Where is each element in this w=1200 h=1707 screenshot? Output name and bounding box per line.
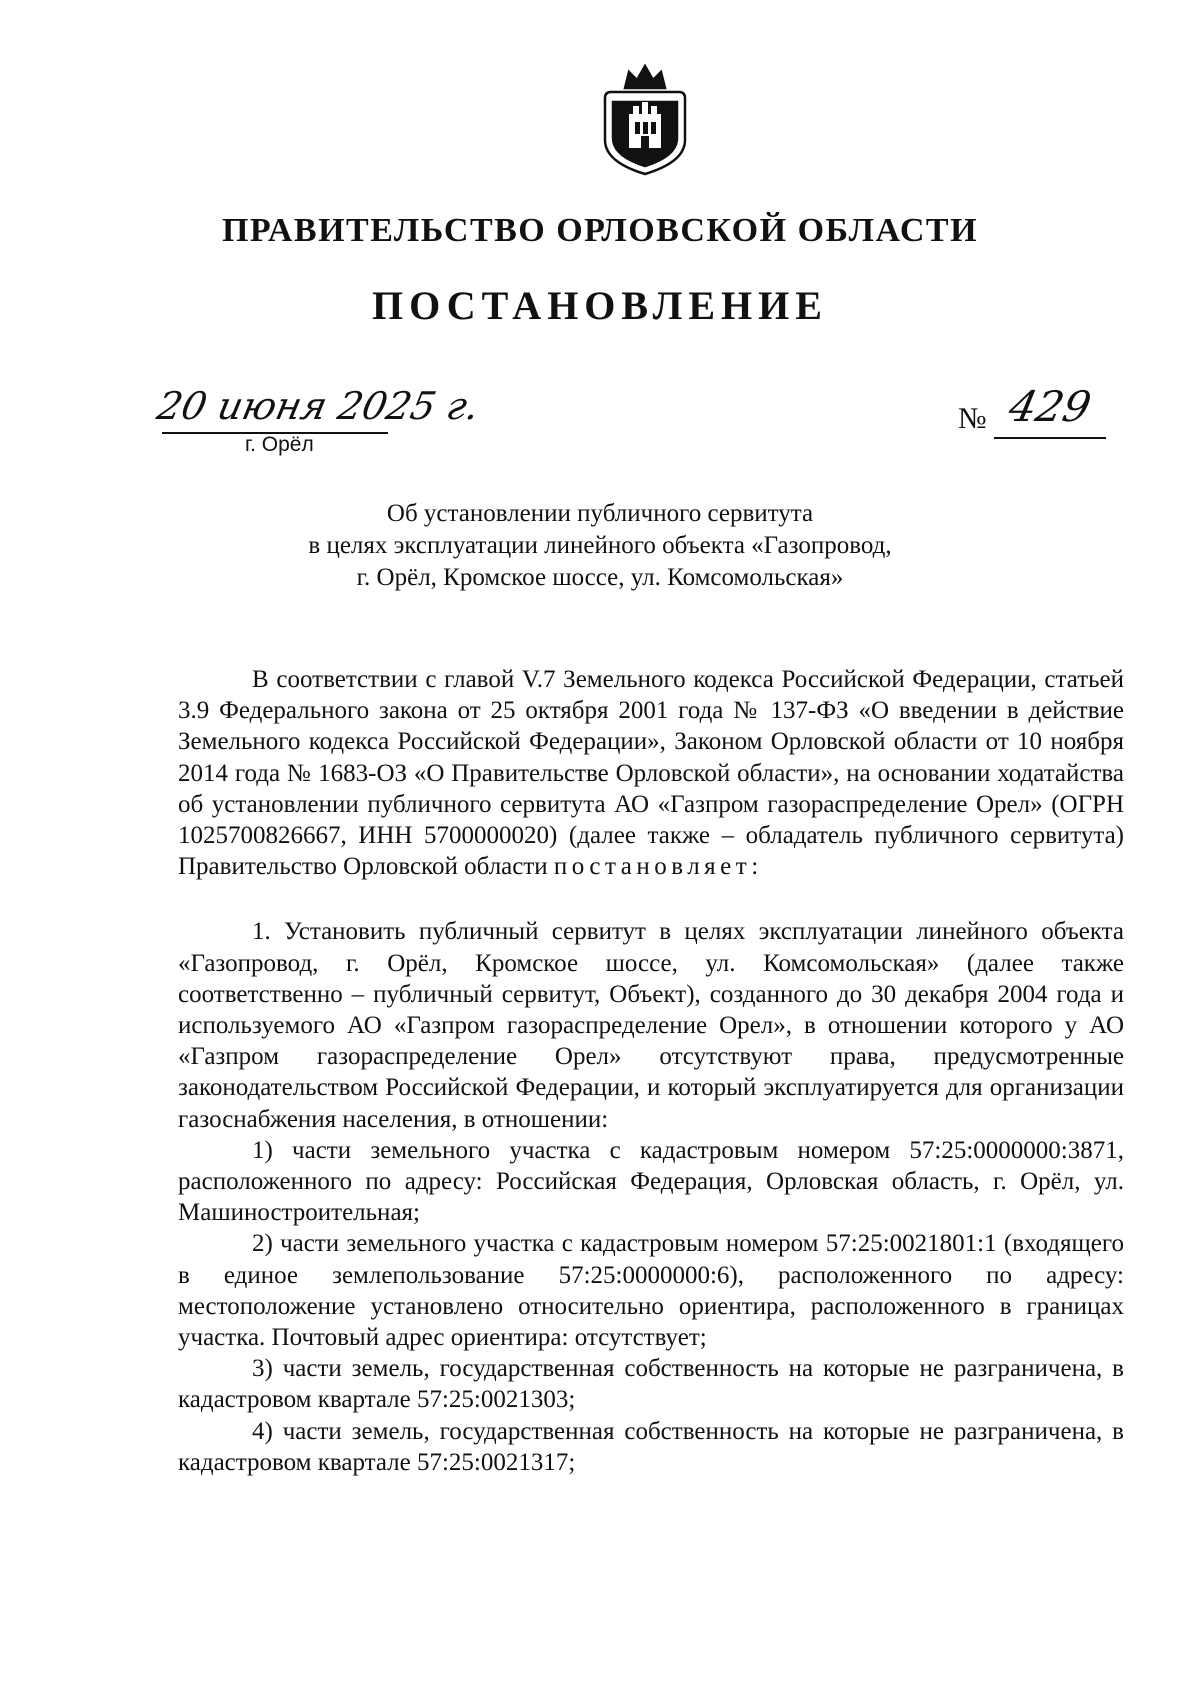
handwritten-number: 429 [1004,382,1096,431]
decree-word: постановляет: [553,853,763,881]
subject-line: г. Орёл, Кромское шоссе, ул. Комсомольская» [356,564,844,591]
document-type-title: ПОСТАНОВЛЕНИЕ [372,283,828,328]
preamble-text: В соответствии с главой V.7 Земельного кодекса Российской Федерации, статьей 3.9 Федерального закона от 25 октября 2001 года № 137-ФЗ «О введении в действие Земельного кодекса Российской Федерации», Законом Орловской области от 10 ноября 2014 года № 1683-ОЗ «О Правительстве Орловской области», на основании ходатайства об установлении публичного сервитута АО «Газпром газораспределение Орел» (ОГРН 1025700826667, ИНН 5700000020) (далее также – обладатель публичного сервитута) Правительство Орловской области [178,666,1124,881]
city-label: г. Орёл [245,433,314,456]
handwritten-date: 20 июня 2025 г. [153,384,484,428]
item-1-paragraph: 1. Установить публичный сервитут в целях эксплуатации линейного объекта «Газопровод, г. Орёл, Кромское шоссе, ул. Комсомольская» (далее также соответственно – публичный сервитут, Объект), созданного до 30 декабря 2004 года и используемого АО «Газпром газораспределение Орел», в отношении которого у АО «Газпром газораспределение Орел» отсутствуют права, предусмотренные законодательством Российской Федерации, и который эксплуатируется для организации газоснабжения населения, в отношении: [178,918,1124,1133]
subitem-2-paragraph: 2) части земельного участка с кадастровым номером 57:25:0021801:1 (входящего в единое землепользование 57:25:0000000:6), расположенного по адресу: местоположение установлено относительно ориентира, расположенного в границах участка. Почтовый адрес ориентира: отсутствует; [178,1230,1124,1352]
document-body [178,664,1124,1478]
subitem-3-paragraph: 3) части земель, государственная собственность на которые не разграничена, в кадастровом квартале 57:25:0021303; [178,1355,1124,1414]
subject-line: в целях эксплуатации линейного объекта «Газопровод, [308,532,892,559]
oryol-coat-of-arms-emblem [595,58,695,180]
paragraph-gap [178,882,1124,916]
number-underline [994,437,1106,439]
document-subject [200,498,1000,594]
number-label: № [958,402,987,435]
subitem-1-paragraph: 1) части земельного участка с кадастровым номером 57:25:0000000:3871, расположенного по адресу: Российская Федерация, Орловская область, г. Орёл, ул. Машиностроительная; [178,1136,1124,1227]
organization-title: ПРАВИТЕЛЬСТВО ОРЛОВСКОЙ ОБЛАСТИ [221,212,979,249]
preamble-paragraph [178,664,1124,882]
subitem-4-paragraph: 4) части земель, государственная собственность на которые не разграничена, в кадастровом квартале 57:25:0021317; [178,1417,1124,1476]
subject-line: Об установлении публичного сервитута [386,500,814,527]
